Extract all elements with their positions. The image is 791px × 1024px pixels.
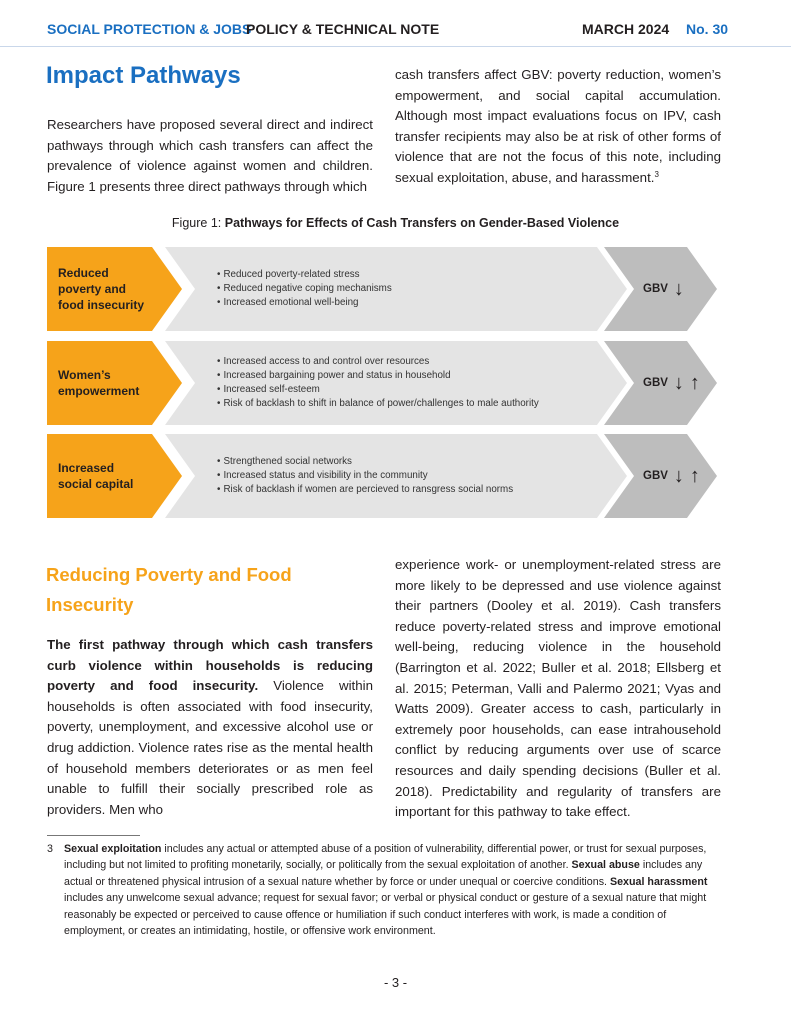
pathway-label [58,341,148,425]
footnote-ref[interactable]: 3 [654,169,659,179]
section-title-impact-pathways: Impact Pathways [46,62,241,89]
footnote-term: Sexual abuse [571,859,640,872]
mechanism-item: • Risk of backlash if women are percieved to ransgress social norms [217,483,617,497]
arrow-up-icon: ↑ [689,372,700,394]
pathway-label-line: empowerment [58,384,140,398]
section1-right-column [395,65,721,189]
pathway-label-line: social capital [58,477,134,491]
mechanism-item: • Strengthened social networks [217,455,617,469]
pathway-label [58,434,148,518]
arrow-down-icon: ↓ [673,278,684,300]
footnote-divider [47,835,140,836]
pathway-label-line: Reduced [58,266,109,280]
header-number: No. 30 [686,21,729,37]
header-doc-type: POLICY & TECHNICAL NOTE [246,21,440,37]
pathway-label-line: Women’s [58,368,111,382]
mechanism-item: • Reduced poverty-related stress [217,268,617,282]
pathway-label [58,247,148,331]
pathway-mechanism-list [217,247,617,331]
mechanism-item: • Increased status and visibility in the community [217,469,617,483]
footnote-term: Sexual exploitation [64,843,162,855]
pathway-row-social-capital [47,434,717,518]
mechanism-item: • Increased self-esteem [217,383,617,397]
section2-lead-sentence: The first pathway through which cash transfers curb violence within households is reducing poverty and food insecurity. [47,637,373,694]
arrow-down-icon: ↓ [673,372,684,394]
section2-paragraph-left [47,635,373,820]
pathway-outcome [643,341,700,425]
gbv-label: GBV [643,470,668,482]
mechanism-item: • Increased access to and control over resources [217,355,617,369]
pathway-mechanism-list [217,341,617,425]
section-title-reducing-poverty: Reducing Poverty and Food Insecurity [46,564,292,615]
footnote-definition: includes any actual or attempted abuse of a position of vulnerability, differential power, or trust for sexual purposes, including but not limited to profiting monetarily, socially, or politically from the sexual exploitation of another. [64,843,707,872]
footnote-definition: includes any unwelcome sexual advance; request for sexual favor; or verbal or physical conduct or gesture of a sexual nature that might reasonably be expected or perceived to cause offence or humiliation if such conduct interferes with work, is made a condition of employment, or creates an intimidating, hostile, or offensive work environment. [64,892,707,938]
page-number: - 3 - [383,975,408,990]
section2-left-text: Violence within households is often associated with food insecurity, poverty, unemployment, and excessive alcohol use or drug addiction. Violence rates rise as the mental health of household members deteriorates or as men feel unable to fulfill their socially prescribed role as providers. Men who [47,678,373,817]
mechanism-item: • Increased bargaining power and status in household [217,369,617,383]
footnote [47,841,727,939]
figure-caption [0,216,791,230]
section1-left-column [47,115,373,197]
figure-caption-prefix: Figure 1: [171,216,225,230]
arrow-up-icon: ↑ [689,465,700,487]
footnote-number: 3 [47,843,53,855]
pathway-row-poverty [47,247,717,331]
figure-caption-title: Pathways for Effects of Cash Transfers on Gender-Based Violence [224,216,620,230]
section2-left-column [47,635,373,820]
mechanism-item: • Risk of backlash to shift in balance of power/challenges to male authority [217,397,617,411]
pathway-label-line: poverty and [58,282,127,296]
gbv-label: GBV [643,283,668,295]
section2-paragraph-right: experience work- or unemployment-related stress are more likely to be depressed and use violence against their partners (Dooley et al. 2019). Cash transfers reduce poverty-related stress and improve emotional well-being, reducing violence in the household (Barrington et al. 2022; Buller et al. 2018; Ellsberg et al. 2015; Peterman, Valli and Palermo 2021; Vyas and Watts 2009). Greater access to cash, particularly in extremely poor households, can ease intrahousehold conflict by reducing arguments over use of scarce resources and daily spending decisions (Buller et al. 2018). Predictability and regularity of transfers are important for this pathway to take effect. [395,557,721,820]
pathway-mechanism-list [217,434,617,518]
footnote-term: Sexual harassment [609,875,708,888]
header-date: MARCH 2024 [582,21,670,37]
pathway-label-line: food insecurity [58,298,145,312]
mechanism-item: • Increased emotional well-being [217,296,617,310]
pathway-outcome [643,247,684,331]
section2-right-column [395,555,721,823]
pathway-row-empowerment [47,341,717,425]
mechanism-item: • Reduced negative coping mechanisms [217,282,617,296]
header-series: SOCIAL PROTECTION & JOBS [47,21,252,37]
footnote-text [64,841,727,939]
section1-right-text: cash transfers affect GBV: poverty reduction, women’s empowerment, and social capital accumulation. Although most impact evaluations focus on IPV, cash transfer recipients may also be at risk of other forms of violence that are not the focus of this note, including sexual exploitation, abuse, and harassment. [395,67,721,185]
arrow-down-icon: ↓ [673,465,684,487]
pathway-outcome [643,434,700,518]
footnote-definition: includes any actual or threatened physical intrusion of a sexual nature whether by force or under unequal or coercive conditions. [64,859,703,888]
page-header [0,0,791,47]
pathway-label-line: Increased [58,461,115,475]
section1-paragraph-left: Researchers have proposed several direct and indirect pathways through which cash transfers can affect the prevalence of violence against women and children. Figure 1 presents three direct pathways through which [47,117,373,194]
section1-paragraph-right [395,65,721,189]
gbv-label: GBV [643,377,668,389]
